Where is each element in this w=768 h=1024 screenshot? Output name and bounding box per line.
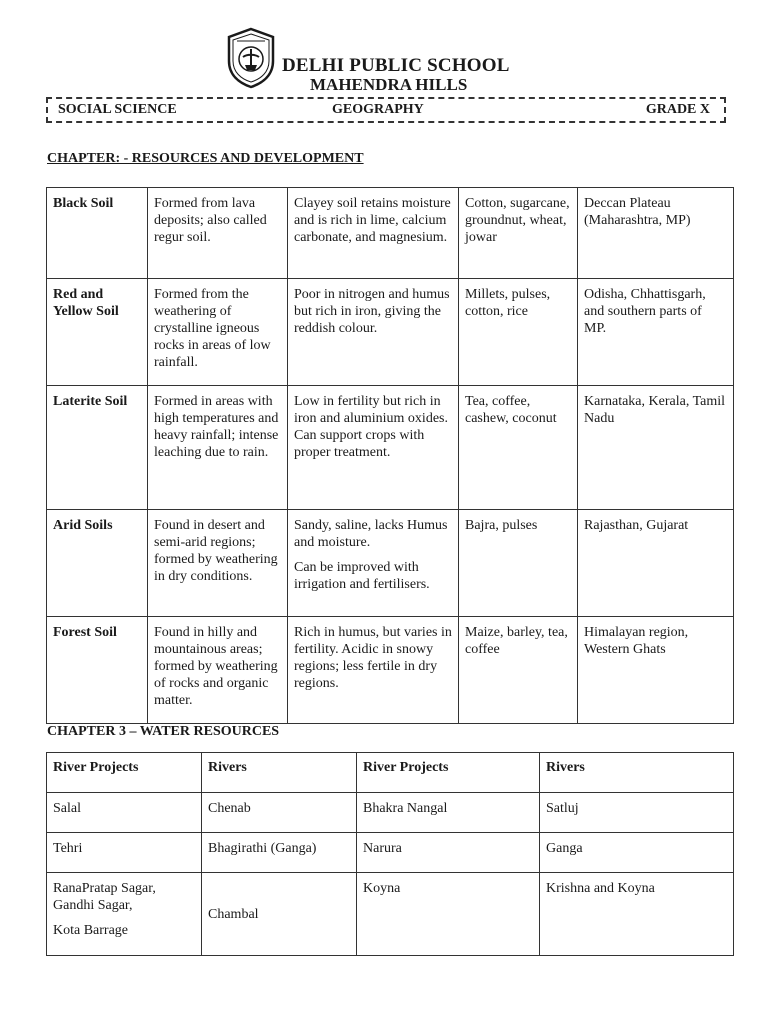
column-header: Rivers xyxy=(202,753,357,793)
river-cell: Krishna and Koyna xyxy=(540,873,734,956)
soil-formation: Formed in areas with high temperatures and heavy rainfall; intense leaching due to rain. xyxy=(148,386,288,510)
soil-crops: Cotton, sugarcane, groundnut, wheat, jowar xyxy=(459,188,578,279)
soil-name: Red and Yellow Soil xyxy=(47,279,148,386)
soil-features xyxy=(288,510,459,617)
river-cell: Chenab xyxy=(202,793,357,833)
chapter-heading-resources: CHAPTER: - RESOURCES AND DEVELOPMENT xyxy=(47,151,364,166)
soil-regions: Odisha, Chhattisgarh, and southern parts of MP. xyxy=(578,279,734,386)
soil-crops: Maize, barley, tea, coffee xyxy=(459,617,578,724)
river-cell: Chambal xyxy=(202,873,357,956)
project-name: Kota Barrage xyxy=(53,923,129,938)
column-header: Rivers xyxy=(540,753,734,793)
project-cell: Koyna xyxy=(357,873,540,956)
project-cell xyxy=(47,793,202,833)
chapter-heading-water: CHAPTER 3 – WATER RESOURCES xyxy=(47,724,280,739)
soil-formation: Formed from lava deposits; also called regur soil. xyxy=(148,188,288,279)
soil-crops: Millets, pulses, cotton, rice xyxy=(459,279,578,386)
soil-regions: Deccan Plateau (Maharashtra, MP) xyxy=(578,188,734,279)
subject-bar xyxy=(46,97,726,123)
soil-features xyxy=(288,617,459,724)
soil-feature-text: Low in fertility but rich in iron and aluminium oxides. Can support crops with proper treatment. xyxy=(294,394,448,460)
project-name: Tehri xyxy=(53,841,83,856)
school-crest-icon xyxy=(225,27,277,89)
table-row xyxy=(47,833,734,873)
river-cell: Satluj xyxy=(540,793,734,833)
water-resources-table xyxy=(46,752,734,956)
soil-crops: Bajra, pulses xyxy=(459,510,578,617)
column-header: River Projects xyxy=(357,753,540,793)
river-cell: Ganga xyxy=(540,833,734,873)
soil-name: Arid Soils xyxy=(47,510,148,617)
table-row xyxy=(47,386,734,510)
project-cell xyxy=(47,873,202,956)
soil-name: Black Soil xyxy=(47,188,148,279)
soil-formation: Formed from the weathering of crystalline igneous rocks in areas of low rainfall. xyxy=(148,279,288,386)
table-row xyxy=(47,873,734,956)
soil-name: Laterite Soil xyxy=(47,386,148,510)
subject-label: SOCIAL SCIENCE xyxy=(58,102,177,117)
column-header: River Projects xyxy=(47,753,202,793)
soil-feature-text: Poor in nitrogen and humus but rich in iron, giving the reddish colour. xyxy=(294,287,450,336)
soil-formation: Found in hilly and mountainous areas; formed by weathering of rocks and organic matter. xyxy=(148,617,288,724)
soil-formation: Found in desert and semi-arid regions; formed by weathering in dry conditions. xyxy=(148,510,288,617)
soil-regions: Karnataka, Kerala, Tamil Nadu xyxy=(578,386,734,510)
school-name: DELHI PUBLIC SCHOOL xyxy=(282,55,510,76)
grade-label: GRADE X xyxy=(645,102,710,117)
soil-regions: Rajasthan, Gujarat xyxy=(578,510,734,617)
soil-name: Forest Soil xyxy=(47,617,148,724)
soil-feature-text: Can be improved with irrigation and fertilisers. xyxy=(294,560,430,592)
project-name: RanaPratap Sagar, Gandhi Sagar, xyxy=(53,881,156,913)
branch-label: GEOGRAPHY xyxy=(332,102,424,117)
project-name: Salal xyxy=(53,801,81,816)
soil-regions: Himalayan region, Western Ghats xyxy=(578,617,734,724)
soil-crops: Tea, coffee, cashew, coconut xyxy=(459,386,578,510)
soil-feature-text: Rich in humus, but varies in fertility. Acidic in snowy regions; less fertile in dry regions. xyxy=(294,625,452,691)
project-cell xyxy=(47,833,202,873)
table-row xyxy=(47,510,734,617)
project-cell: Narura xyxy=(357,833,540,873)
river-cell: Bhagirathi (Ganga) xyxy=(202,833,357,873)
soil-table xyxy=(46,187,734,724)
soil-features xyxy=(288,386,459,510)
campus-name: MAHENDRA HILLS xyxy=(310,75,468,94)
table-row xyxy=(47,279,734,386)
soil-feature-text: Clayey soil retains moisture and is rich in lime, calcium carbonate, and magnesium. xyxy=(294,196,451,245)
table-row xyxy=(47,793,734,833)
soil-feature-text: Sandy, saline, lacks Humus and moisture. xyxy=(294,518,448,550)
table-row xyxy=(47,188,734,279)
soil-features xyxy=(288,188,459,279)
soil-features xyxy=(288,279,459,386)
table-header-row xyxy=(47,753,734,793)
table-row xyxy=(47,617,734,724)
project-cell: Bhakra Nangal xyxy=(357,793,540,833)
